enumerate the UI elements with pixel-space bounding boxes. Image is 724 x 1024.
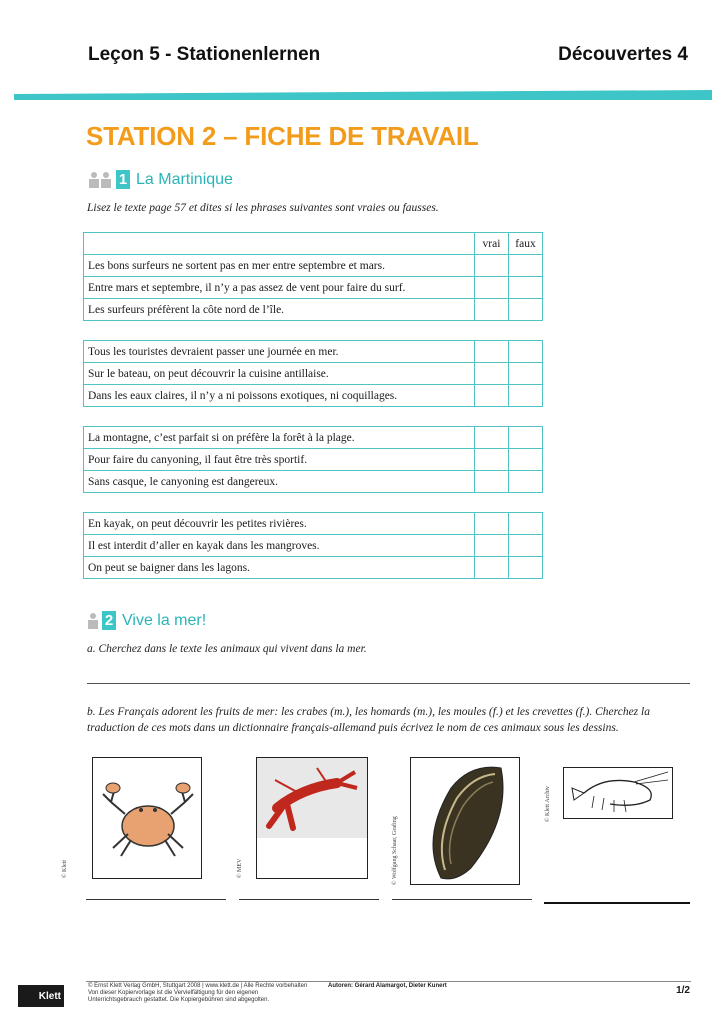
shrimp-icon bbox=[564, 768, 672, 818]
mussel-icon bbox=[411, 758, 519, 884]
photo-credit: © Wolfgang Schaar, Grafing bbox=[392, 816, 398, 885]
statement: Sur le bateau, on peut découvrir la cuisine antillaise. bbox=[84, 363, 475, 385]
statement: Entre mars et septembre, il n’y a pas assez de vent pour faire du surf. bbox=[84, 277, 475, 299]
statement: En kayak, on peut découvrir les petites rivières. bbox=[84, 513, 475, 535]
lobster-photo bbox=[256, 757, 368, 879]
table-row bbox=[84, 341, 543, 363]
mussel-photo bbox=[410, 757, 520, 885]
vrai-checkbox[interactable] bbox=[475, 277, 509, 299]
section-2-number: 2 bbox=[102, 611, 116, 630]
lobster-icon bbox=[257, 758, 367, 878]
textbook-title: Découvertes 4 bbox=[558, 44, 688, 65]
faux-header: faux bbox=[509, 233, 543, 255]
task-a-instruction: a. Cherchez dans le texte les animaux qui vivent dans la mer. bbox=[87, 643, 367, 655]
section-1-title: La Martinique bbox=[136, 170, 233, 188]
footer-authors: Autoren: Gérard Alamargot, Dieter Kunert bbox=[328, 983, 447, 989]
faux-checkbox[interactable] bbox=[509, 255, 543, 277]
faux-checkbox[interactable] bbox=[509, 513, 543, 535]
vrai-checkbox[interactable] bbox=[475, 449, 509, 471]
section-2-title: Vive la mer! bbox=[122, 611, 207, 629]
vrai-checkbox[interactable] bbox=[475, 385, 509, 407]
true-false-table-2 bbox=[83, 340, 543, 407]
table-row bbox=[84, 535, 543, 557]
faux-checkbox[interactable] bbox=[509, 535, 543, 557]
klett-logo: Klett bbox=[18, 985, 64, 1007]
page-number: 1/2 bbox=[676, 985, 690, 996]
vrai-checkbox[interactable] bbox=[475, 513, 509, 535]
header-blank-cell bbox=[84, 233, 475, 255]
table-row bbox=[84, 513, 543, 535]
section-1-instruction: Lisez le texte page 57 et dites si les phrases suivantes sont vraies ou fausses. bbox=[87, 202, 439, 214]
faux-checkbox[interactable] bbox=[509, 449, 543, 471]
footer-divider bbox=[86, 981, 691, 982]
table-header-row bbox=[84, 233, 543, 255]
faux-checkbox[interactable] bbox=[509, 427, 543, 449]
vrai-checkbox[interactable] bbox=[475, 363, 509, 385]
vrai-header: vrai bbox=[475, 233, 509, 255]
faux-checkbox[interactable] bbox=[509, 363, 543, 385]
vrai-checkbox[interactable] bbox=[475, 341, 509, 363]
page-title: STATION 2 – FICHE DE TRAVAIL bbox=[86, 121, 479, 151]
table-row bbox=[84, 385, 543, 407]
faux-checkbox[interactable] bbox=[509, 341, 543, 363]
table-row bbox=[84, 427, 543, 449]
vrai-checkbox[interactable] bbox=[475, 255, 509, 277]
copyright-line: Unterrichtsgebrauch gestattet. Die Kopiergebühren sind abgegolten. bbox=[88, 997, 270, 1003]
statement: La montagne, c’est parfait si on préfère la forêt à la plage. bbox=[84, 427, 475, 449]
footer-copyright bbox=[88, 983, 307, 1004]
statement: Sans casque, le canyoning est dangereux. bbox=[84, 471, 475, 493]
faux-checkbox[interactable] bbox=[509, 299, 543, 321]
photo-credit: © MEV bbox=[237, 858, 243, 878]
statement: Les surfeurs préfèrent la côte nord de l’île. bbox=[84, 299, 475, 321]
answer-line-lobster[interactable] bbox=[239, 899, 379, 900]
task-b-instruction: b. Les Français adorent les fruits de mer: les crabes (m.), les homards (m.), les moules (f.) et les crevettes (f.). Cherchez la traduction de ces mots dans un dictionnaire français-allemand puis écrivez le nom de ces animaux sous les dessins. bbox=[87, 706, 650, 734]
faux-checkbox[interactable] bbox=[509, 471, 543, 493]
table-row bbox=[84, 277, 543, 299]
table-row bbox=[84, 255, 543, 277]
table-row bbox=[84, 449, 543, 471]
section-1-heading bbox=[87, 170, 233, 189]
photo-credit: © Klett bbox=[62, 859, 68, 878]
vrai-checkbox[interactable] bbox=[475, 471, 509, 493]
true-false-table-3 bbox=[83, 426, 543, 493]
answer-line-task-a[interactable] bbox=[87, 683, 690, 684]
pair-work-icon bbox=[87, 171, 113, 189]
vrai-checkbox[interactable] bbox=[475, 427, 509, 449]
table-row bbox=[84, 557, 543, 579]
faux-checkbox[interactable] bbox=[509, 277, 543, 299]
lesson-title: Leçon 5 - Stationenlernen bbox=[88, 44, 321, 65]
table-row bbox=[84, 299, 543, 321]
statement: Pour faire du canyoning, il faut être très sportif. bbox=[84, 449, 475, 471]
photo-credit: © Klett Archiv bbox=[545, 786, 551, 822]
copyright-line: © Ernst Klett Verlag GmbH, Stuttgart 2008 | www.klett.de | Alle Rechte vorbehalten bbox=[88, 983, 308, 989]
table-row bbox=[84, 363, 543, 385]
crab-drawing bbox=[92, 757, 202, 879]
faux-checkbox[interactable] bbox=[509, 385, 543, 407]
true-false-table-1 bbox=[83, 232, 543, 321]
faux-checkbox[interactable] bbox=[509, 557, 543, 579]
vrai-checkbox[interactable] bbox=[475, 535, 509, 557]
statement: Il est interdit d’aller en kayak dans les mangroves. bbox=[84, 535, 475, 557]
true-false-table-4 bbox=[83, 512, 543, 579]
header-accent-bar bbox=[14, 90, 712, 100]
vrai-checkbox[interactable] bbox=[475, 299, 509, 321]
crab-icon bbox=[93, 758, 201, 878]
single-work-icon bbox=[87, 612, 99, 630]
section-2-heading bbox=[87, 611, 206, 630]
vrai-checkbox[interactable] bbox=[475, 557, 509, 579]
statement: On peut se baigner dans les lagons. bbox=[84, 557, 475, 579]
answer-line-shrimp[interactable] bbox=[544, 902, 690, 904]
answer-line-crab[interactable] bbox=[86, 899, 226, 900]
statement: Dans les eaux claires, il n’y a ni poissons exotiques, ni coquillages. bbox=[84, 385, 475, 407]
table-row bbox=[84, 471, 543, 493]
shrimp-drawing bbox=[563, 767, 673, 819]
answer-line-mussel[interactable] bbox=[392, 899, 532, 900]
section-1-number: 1 bbox=[116, 170, 130, 189]
statement: Les bons surfeurs ne sortent pas en mer entre septembre et mars. bbox=[84, 255, 475, 277]
copyright-line: Von dieser Kopiervorlage ist die Vervielfältigung für den eigenen bbox=[88, 990, 259, 996]
statement: Tous les touristes devraient passer une journée en mer. bbox=[84, 341, 475, 363]
